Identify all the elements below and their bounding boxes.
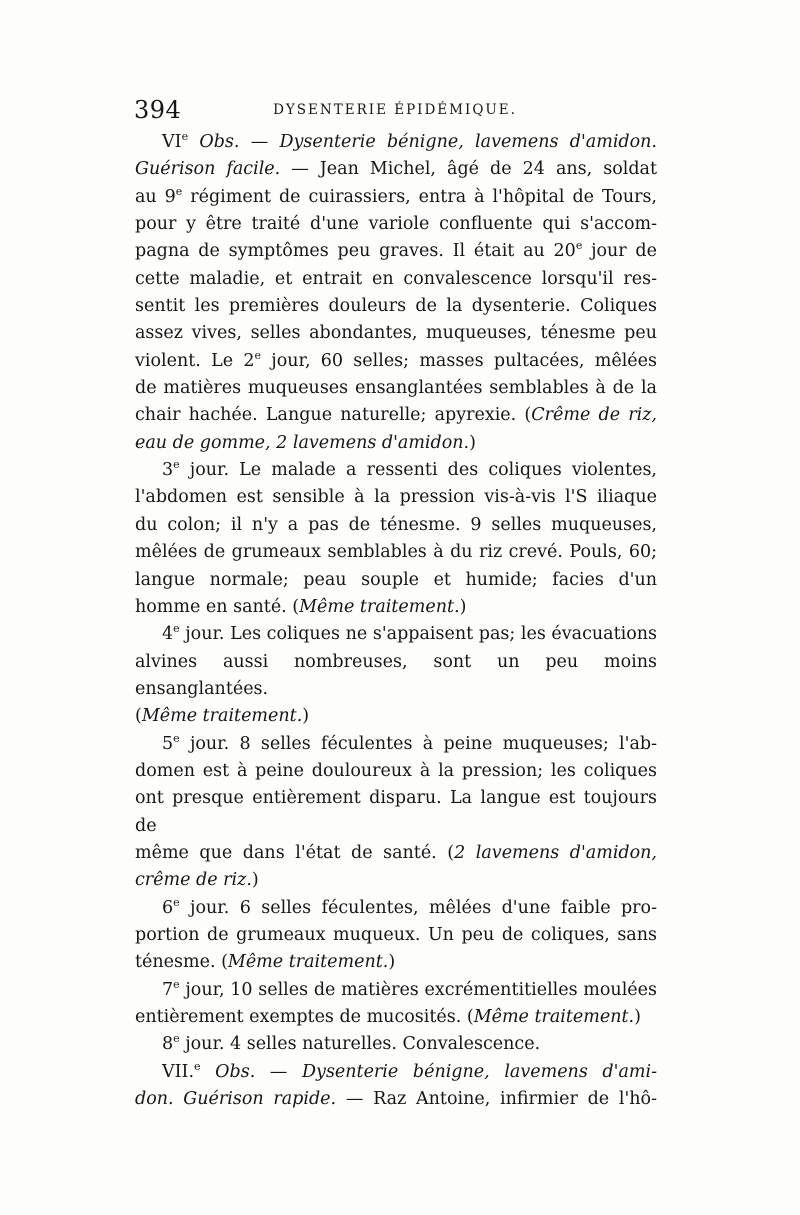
- text-line: [135, 430, 657, 457]
- text-line: [135, 1059, 657, 1086]
- superscript: e: [173, 458, 180, 472]
- text-line: [135, 567, 657, 594]
- text-segment: Crême de riz,: [531, 405, 657, 426]
- text-segment: — Raz Antoine, infirmier de l'hô-: [336, 1089, 657, 1110]
- page-number: 394: [134, 96, 182, 124]
- text-segment: au 9: [135, 186, 176, 207]
- text-segment: violent. Le 2: [135, 350, 255, 371]
- superscript: e: [175, 184, 183, 198]
- text-line: [135, 238, 657, 265]
- text-segment: langue normale; peau souple et humide; facies d'un: [135, 569, 657, 590]
- text-line: [135, 348, 657, 375]
- text-segment: même que dans l'état de santé. (: [135, 842, 455, 863]
- text-segment: Guérison facile.: [135, 159, 281, 180]
- text-segment: de matières muqueuses ensanglantées semblables à de la: [135, 378, 657, 399]
- superscript: e: [181, 130, 189, 144]
- text-line: [135, 512, 657, 539]
- text-line: [135, 977, 657, 1004]
- text-line: [135, 867, 657, 894]
- text-line: [135, 539, 657, 566]
- text-segment: Même traitement.: [473, 1007, 635, 1027]
- superscript: e: [173, 731, 180, 745]
- text-line: [135, 649, 657, 704]
- text-segment: Obs. — Dysenterie bénigne, lavemens d'amidon.: [188, 132, 657, 152]
- text-segment: Même traitement.: [141, 706, 303, 727]
- text-segment: jour. 8 selles féculentes à peine muqueuses; l'ab-: [179, 733, 657, 754]
- text-segment: homme en santé. (: [135, 596, 300, 617]
- running-head: DYSENTERIE ÉPIDÉMIQUE.: [273, 102, 517, 118]
- text-line: [135, 703, 657, 730]
- superscript: e: [173, 977, 180, 991]
- text-line: [135, 1086, 657, 1113]
- text-segment: ): [388, 952, 396, 973]
- text-segment: (: [135, 706, 142, 727]
- text-segment: 4: [162, 624, 174, 645]
- text-segment: jour. 4 selles naturelles. Convalescence.: [179, 1034, 541, 1055]
- text-segment: jour, 60 selles; masses pultacées, mêlées: [261, 350, 658, 371]
- text-segment: ): [469, 432, 476, 453]
- text-segment: régiment de cuirassiers, entra à l'hôpital de Tours,: [182, 186, 657, 207]
- text-line: [135, 266, 657, 293]
- text-segment: entièrement exemptes de mucosités. (: [135, 1007, 474, 1027]
- text-segment: 8: [162, 1034, 174, 1055]
- superscript: e: [173, 895, 180, 909]
- text-line: [135, 895, 657, 922]
- text-segment: jour. Le malade a ressenti des coliques violentes,: [179, 460, 657, 481]
- text-segment: 5: [162, 733, 174, 754]
- text-segment: ténesme. (: [135, 952, 228, 973]
- text-segment: l'abdomen est sensible à la pression vis-à-vis l'S iliaque: [135, 487, 657, 508]
- superscript: e: [194, 1059, 201, 1073]
- text-segment: cette maladie, et entrait en convalescence lorsqu'il res-: [135, 268, 657, 289]
- text-line: [135, 211, 657, 238]
- superscript: e: [173, 1032, 180, 1046]
- text-line: [135, 457, 657, 484]
- text-segment: domen est à peine douloureux à la pression; les coliques: [135, 760, 657, 781]
- text-line: [135, 156, 657, 183]
- text-segment: ): [302, 706, 310, 727]
- text-segment: 7: [162, 979, 174, 1000]
- text-line: [135, 402, 657, 429]
- text-segment: alvines aussi nombreuses, sont un peu moins ensanglantées.: [135, 651, 657, 699]
- text-segment: 3: [162, 460, 174, 481]
- text-segment: chair hachée. Langue naturelle; apyrexie. (: [135, 405, 532, 426]
- text-segment: pour y être traité d'une variole confluente qui s'accom-: [135, 214, 657, 235]
- text-line: [135, 949, 657, 976]
- text-line: [135, 184, 657, 211]
- text-segment: mêlées de grumeaux semblables à du riz crevé. Pouls, 60;: [135, 542, 657, 563]
- superscript: e: [173, 622, 180, 636]
- text-segment: jour de: [582, 241, 657, 262]
- text-line: [135, 320, 657, 347]
- superscript: e: [575, 239, 583, 253]
- text-line: [135, 293, 657, 320]
- text-segment: jour. Les coliques ne s'appaisent pas; les évacuations: [179, 624, 657, 645]
- text-segment: eau de gomme, 2 lavemens d'amidon.: [135, 432, 470, 453]
- text-segment: jour, 10 selles de matières excrémentitielles moulées: [179, 979, 657, 1000]
- text-line: [135, 785, 657, 840]
- text-segment: Même traitement.: [227, 952, 389, 973]
- text-segment: Même traitement.: [299, 596, 460, 617]
- text-segment: portion de grumeaux muqueux. Un peu de coliques, sans: [135, 924, 657, 945]
- text-segment: du colon; il n'y a pas de ténesme. 9 selles muqueuses,: [135, 514, 657, 535]
- text-segment: — Jean Michel, âgé de 24 ans, soldat: [280, 159, 657, 180]
- text-segment: VII.: [162, 1061, 195, 1082]
- text-segment: don. Guérison rapide.: [135, 1089, 337, 1110]
- text-segment: sentit les premières douleurs de la dysenterie. Coliques: [135, 296, 657, 317]
- text-segment: ): [459, 596, 467, 617]
- text-line: [135, 375, 657, 402]
- text-segment: ): [634, 1007, 641, 1027]
- text-segment: pagna de symptômes peu graves. Il était au 20: [135, 241, 576, 262]
- text-segment: Obs. — Dysenterie bénigne, lavemens d'ami-: [200, 1061, 657, 1082]
- text-line: [135, 621, 657, 648]
- text-line: [135, 1031, 657, 1058]
- text-line: [135, 922, 657, 949]
- text-line: [135, 1004, 657, 1031]
- text-segment: VI: [162, 132, 182, 152]
- text-line: [135, 758, 657, 785]
- text-segment: ont presque entièrement disparu. La langue est toujours de: [135, 788, 657, 836]
- text-segment: assez vives, selles abondantes, muqueuses, ténesme peu: [135, 323, 657, 344]
- text-line: [135, 840, 657, 867]
- text-line: [135, 129, 657, 156]
- text-segment: jour. 6 selles féculentes, mêlées d'une faible pro-: [179, 897, 657, 918]
- text-segment: 2 lavemens d'amidon,: [454, 842, 657, 863]
- text-line: [135, 484, 657, 511]
- superscript: e: [254, 348, 261, 362]
- body-text: [135, 129, 657, 1113]
- page-header: [134, 96, 656, 124]
- text-line: [135, 731, 657, 758]
- text-segment: ): [251, 870, 259, 891]
- text-segment: 6: [162, 897, 174, 918]
- text-segment: crême de riz.: [135, 870, 252, 891]
- text-line: [135, 594, 657, 621]
